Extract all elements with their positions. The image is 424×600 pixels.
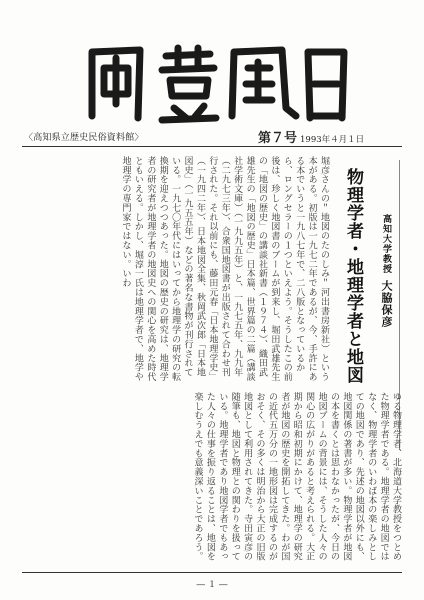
organization-label: 〈高知県立歴史民俗資料館〉: [24, 133, 144, 143]
issue-info: [258, 127, 364, 146]
article-body-lower-text: ゆる物理学者、北海道大学教授をつとめた物理学者である。地理学者の地図ではなく、物理学者のいわば本の楽しみとしての地図であり、先述の地図以外にも、地図関係の著書が多い。物理学者が地図の本を書くとは思わなかったが、今日の地図ブームの背景には、そうした人々の関心の広がりがあると考えられる。大正期から昭和初期にかけて、地理学の研究者が地図の歴史を開拓してきた。わが国の近代五万分の一地形図は完成するのがおそく、その多くは明治から大正の旧版地図として利用されてきた。寺田寅彦の随筆も、地図と物理との関わりを扱っている。地理学者であり地図学者でもあった人々の仕事を振り返ることは、地図を楽しむうえでも意義深いことであろう。: [192, 392, 401, 562]
header-rule: [22, 146, 402, 147]
article-author: [378, 214, 394, 328]
article-title: 物理学者・地理学者と地図: [343, 168, 363, 384]
article-body-lower: [22, 392, 402, 568]
issue-date: 1993年４月１日: [300, 135, 365, 145]
issue-number: 第７号: [258, 131, 298, 146]
article-body-upper: [22, 156, 330, 384]
article-body-upper-text: 堀彦さんの＂地図のたのしみ＂河出書房新社）という本がある。初版は一九七二年であるが、今、手許にある本でいうと一九八七年で、二八版となっているから、ロングセラーの１つといえよう。そうしたこの前後は、珍しく地図書のブームが到来し、堀田武雄先生の「地図の歴史」の講談社新書（１９７４）、織田武雄先生の「地図の歴史」日本篇、世界篇の二篇（講談社学術文庫）（一九九五年）と、一九七五年、九九年（二九七三年）、合衆国地図書が出版されて合わせ刊行された。それ以前にも、藤田元春「日本地理学史」（一九四二年）、日本地図全集、秋岡武次郎「日本地図史」（一九五五年）などの著名な書物が刊行されている。一九七〇年代にはいってから地理学の研究の転換期を迎えつつあった。地図の歴史の研究は、地理学者の研究者が地理学者の地図史への関心を高めた時代ともいえる。しかし、堀淳一氏は地理学者で、地学や地理学の専門家ではない。いわ: [120, 156, 329, 382]
author-affiliation: 高知大学教授: [381, 214, 391, 274]
footer-rule: [22, 572, 402, 573]
masthead-calligraphy-logo: [82, 38, 352, 126]
author-name: 大脇保彦: [380, 280, 393, 328]
page-number: ― １ ―: [196, 580, 228, 590]
